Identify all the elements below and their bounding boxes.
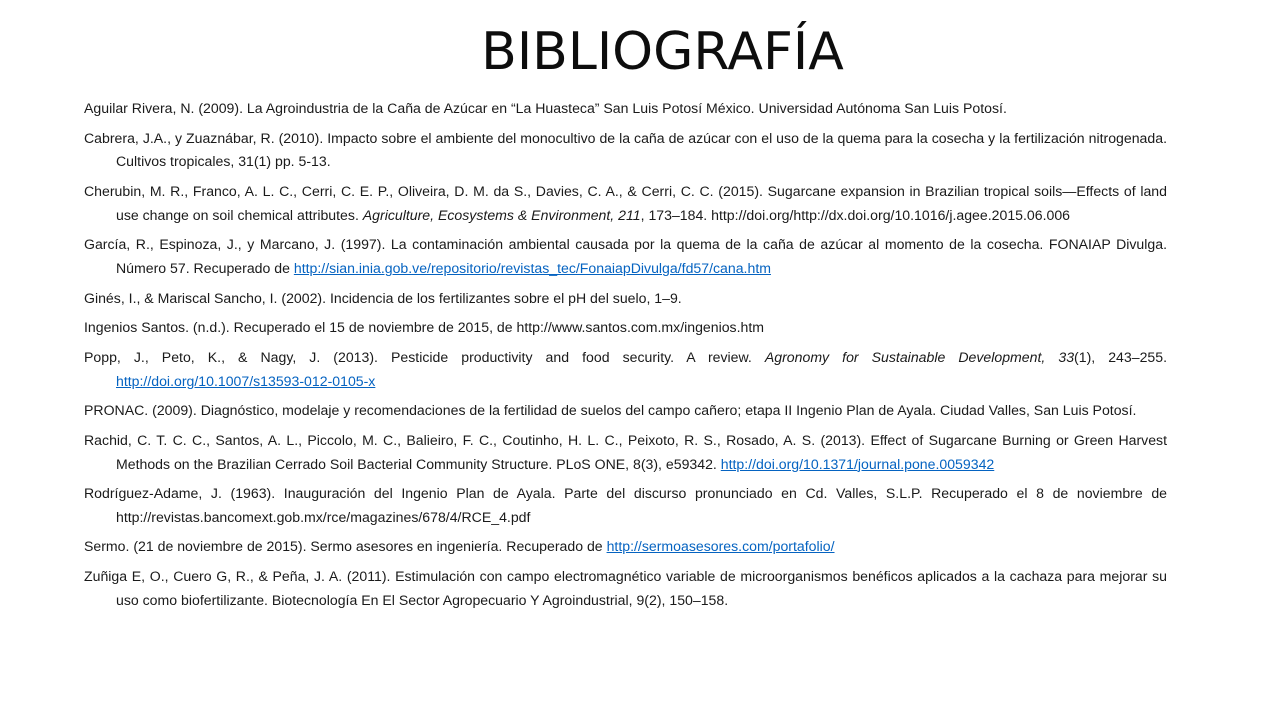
reference-list	[84, 97, 1167, 618]
reference-ingenios: Ingenios Santos. (n.d.). Recuperado el 15 de noviembre de 2015, de http://www.santos.com.mx/ingenios.htm	[84, 319, 765, 336]
reference-cherubin	[84, 180, 1167, 228]
reference-aguilar: Aguilar Rivera, N. (2009). La Agroindustria de la Caña de Azúcar en “La Huasteca” San Luis Potosí México. Universidad Autónoma San Luis Potosí.	[84, 100, 1007, 116]
reference-text: Popp, J., Peto, K., & Nagy, J. (2013). Pesticide productivity and food security. A review.	[84, 348, 765, 365]
reference-text: García, R., Espinoza, J., y Marcano, J. (1997). La contaminación ambiental causada por la quema de la caña de azúcar al momento de la cosecha. FONAIAP Divulga. Número 57. Recuperado de	[84, 236, 1167, 277]
reference-journal: Agronomy for Sustainable Development, 33	[764, 348, 1075, 365]
reference-link[interactable]: http://sermoasesores.com/portafolio/	[606, 538, 835, 555]
reference-journal: Agriculture, Ecosystems & Environment, 211	[362, 206, 641, 223]
reference-cabrera: Cabrera, J.A., y Zuaznábar, R. (2010). Impacto sobre el ambiente del monocultivo de la caña de azúcar con el uso de la quema para la cosecha y la fertilización nitrogenada. Cultivos tropicales, 31(1) pp. 5-13.	[84, 129, 1167, 170]
reference-text: (1), 243–255.	[1074, 348, 1168, 365]
reference-rodriguez: Rodríguez-Adame, J. (1963). Inauguración del Ingenio Plan de Ayala. Parte del discurso pronunciado en Cd. Valles, S.L.P. Recuperado el 8 de noviembre de http://revistas.bancomext.gob.mx/rce/magazines/678/4/RCE_4.pdf	[84, 485, 1167, 525]
reference-link[interactable]: http://doi.org/10.1371/journal.pone.0059342	[720, 455, 995, 472]
reference-pronac: PRONAC. (2009). Diagnóstico, modelaje y recomendaciones de la fertilidad de suelos del campo cañero; etapa II Ingenio Plan de Ayala. Ciudad Valles, San Luis Potosí.	[84, 402, 1137, 419]
reference-rachid	[84, 429, 1167, 477]
reference-text: Cherubin, M. R., Franco, A. L. C., Cerri, C. E. P., Oliveira, D. M. da S., Davies, C. A., & Cerri, C. C. (2015). Sugarcane expansion in Brazilian tropical soils—Effects of land use change on soil chemical attributes.	[84, 182, 1167, 223]
reference-gines: Ginés, I., & Mariscal Sancho, I. (2002). Incidencia de los fertilizantes sobre el pH del suelo, 1–9.	[84, 289, 682, 306]
reference-text: , 173–184. http://doi.org/http://dx.doi.org/10.1016/j.agee.2015.06.006	[640, 206, 1071, 223]
reference-zuniga: Zuñiga E, O., Cuero G, R., & Peña, J. A. (2011). Estimulación con campo electromagnético variable de microorganismos benéficos aplicados a la cachaza para mejorar su uso como biofertilizante. Biotecnología En El Sector Agropecuario Y Agroindustrial, 9(2), 150–158.	[84, 567, 1167, 608]
reference-garcia	[84, 233, 1167, 281]
page-title: BIBLIOGRAFÍA	[481, 22, 844, 82]
reference-popp	[84, 346, 1167, 394]
reference-text: Sermo. (21 de noviembre de 2015). Sermo asesores en ingeniería. Recuperado de	[84, 538, 607, 555]
reference-link[interactable]: http://sian.inia.gob.ve/repositorio/revistas_tec/FonaiapDivulga/fd57/cana.htm	[293, 260, 771, 277]
reference-sermo	[84, 535, 1167, 559]
reference-link[interactable]: http://doi.org/10.1007/s13593-012-0105-x	[116, 372, 376, 389]
reference-text: Rachid, C. T. C. C., Santos, A. L., Piccolo, M. C., Balieiro, F. C., Coutinho, H. L. C., Peixoto, R. S., Rosado, A. S. (2013). Effect of Sugarcane Burning or Green Harvest Methods on the Brazilian Cerrado Soil Bacterial Community Structure. PLoS ONE, 8(3), e59342.	[84, 431, 1167, 472]
